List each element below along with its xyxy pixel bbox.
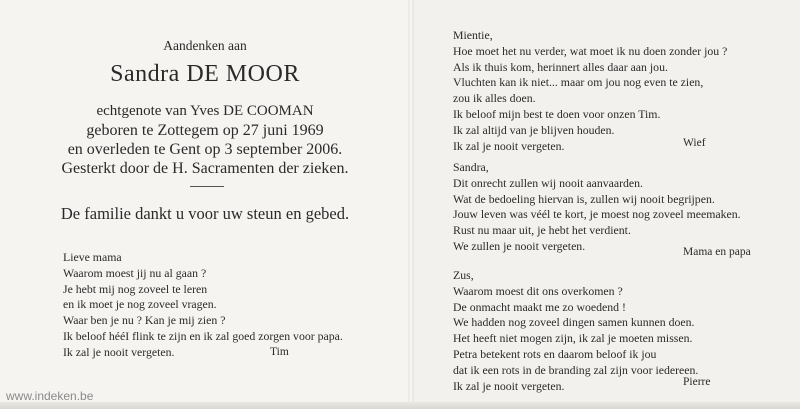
message-line: Jouw leven was véél te kort, je moest nog zoveel meemaken. (453, 207, 741, 222)
message-line: Dit onrecht zullen wij nooit aanvaarden. (453, 175, 643, 190)
message-line: Wat de bedoeling hiervan is, zullen wij nooit begrijpen. (453, 191, 715, 206)
message-line: Ik beloof mijn best te doen voor onzen Tim. (453, 106, 661, 121)
divider (190, 186, 224, 187)
message-line: Petra betekent rots en daarom beloof ik jou (453, 346, 657, 361)
message-line: Ik zal je nooit vergeten. (453, 138, 565, 153)
message-line: De onmacht maakt me zo woedend ! (453, 299, 626, 314)
poem-line: Ik beloof hééI flink te zijn en ik zal goed zorgen voor papa. (63, 328, 343, 343)
message-line: We hadden nog zoveel dingen samen kunnen doen. (453, 315, 695, 330)
message-line: Ik zal altijd van je blijven houden. (453, 122, 615, 137)
message-line: We zullen je nooit vergeten. (453, 238, 586, 253)
message-line: Sandra, (453, 160, 489, 174)
spouse-line: echtgenote van Yves DE COOMAN (96, 103, 314, 119)
poem-line: Lieve mama (63, 250, 122, 264)
message-pierre (453, 268, 698, 394)
poem-tim (63, 250, 343, 361)
signature-tim: Tim (270, 346, 289, 358)
death-line: en overleden te Gent op 3 september 2006. (67, 141, 343, 158)
sacraments-line: Gesterkt door de H. Sacramenten der zieken. (61, 160, 349, 177)
watermark: www.indeken.be (6, 389, 94, 403)
message-line: Hoe moet het nu verder, wat moet ik nu doen zonder jou ? (453, 43, 728, 58)
message-line: Als ik thuis kom, herinnert alles daar aan jou. (453, 59, 668, 74)
message-wief (453, 28, 727, 154)
poem-line: Ik zal je nooit vergeten. (63, 344, 175, 359)
message-line: Het heeft niet mogen zijn, ik zal je moeten missen. (453, 331, 693, 346)
card-bottom-edge (0, 402, 800, 409)
deceased-name: Sandra DE MOOR (110, 61, 300, 87)
signature-pierre: Pierre (683, 376, 711, 388)
message-line: dat ik een rots in de branding zal zijn voor iedereen. (453, 362, 699, 377)
message-parents (453, 160, 741, 255)
message-line: zou ik alles doen. (453, 91, 536, 106)
header-text: Aandenken aan (163, 38, 247, 53)
poem-line: Je hebt mij nog zoveel te leren (63, 281, 208, 296)
thanks-line: De familie dankt u voor uw steun en gebed. (60, 204, 350, 223)
signature-wief: Wief (683, 137, 706, 149)
message-line: Mientie, (453, 28, 493, 42)
poem-line: Waarom moest jij nu al gaan ? (63, 265, 207, 280)
message-line: Rust nu maar uit, je hebt het verdient. (453, 223, 631, 238)
message-line: Zus, (453, 268, 474, 282)
message-line: Ik zal je nooit vergeten. (453, 378, 565, 393)
poem-line: en ik moet je nog zoveel vragen. (63, 297, 217, 312)
message-line: Waarom moest dit ons overkomen ? (453, 283, 623, 298)
birth-line: geboren te Zottegem op 27 juni 1969 (86, 122, 324, 139)
poem-line: Waar ben je nu ? Kan je mij zien ? (63, 313, 226, 328)
message-line: Vluchten kan ik niet... maar om jou nog even te zien, (453, 75, 704, 90)
signature-parents: Mama en papa (683, 246, 751, 258)
